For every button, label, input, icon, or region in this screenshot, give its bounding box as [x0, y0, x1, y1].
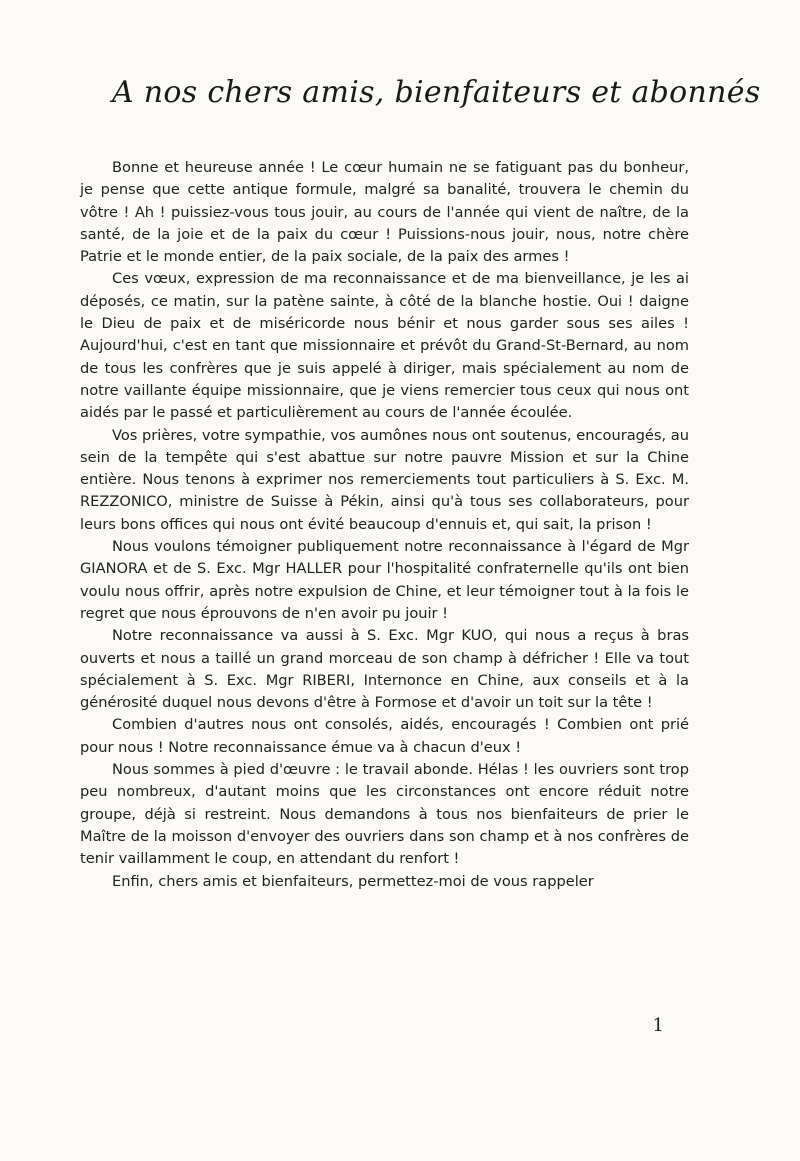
paragraph: Combien d'autres nous ont consolés, aidés, encouragés ! Combien ont prié pour nous ! Notre reconnaissance émue va à chacun d'eux !: [80, 716, 689, 756]
paragraph: Ces vœux, expression de ma reconnaissance et de ma bienveillance, je les ai déposés, ce matin, sur la patène sainte, à côté de la blanche hostie. Oui ! daigne le Dieu de paix et de miséricorde nous bénir et nous garder sous ses ailes ! Aujourd'hui, c'est en tant que missionnaire et prévôt du Grand-St-Bernard, au nom de tous les confrères que je suis appelé à diriger, mais spécialement au nom de notre vaillante équipe missionnaire, que je viens remercier tous ceux qui nous ont aidés par le passé et particulièrement au cours de l'année écoulée.: [80, 270, 689, 422]
paragraph: Notre reconnaissance va aussi à S. Exc. Mgr KUO, qui nous a reçus à bras ouverts et nous a taillé un grand morceau de son champ à défricher ! Elle va tout spécialement à S. Exc. Mgr RIBERI, Internonce en Chine, aux conseils et à la générosité duquel nous devons d'être à Formose et d'avoir un toit sur la tête !: [80, 627, 689, 712]
page-number: 1: [652, 1015, 664, 1036]
paragraph: Bonne et heureuse année ! Le cœur humain ne se fatiguant pas du bonheur, je pense que cette antique formule, malgré sa banalité, trouvera le chemin du vôtre ! Ah ! puissiez-vous tous jouir, au cours de l'année qui vient de naître, de la santé, de la joie et de la paix du cœur ! Puissions-nous jouir, nous, notre chère Patrie et le monde entier, de la paix sociale, de la paix des armes !: [80, 159, 689, 266]
page-title: A nos chers amis, bienfaiteurs et abonnés: [112, 75, 761, 110]
paragraph: Nous voulons témoigner publiquement notre reconnaissance à l'égard de Mgr GIANORA et de S. Exc. Mgr HALLER pour l'hospitalité confraternelle qu'ils ont bien voulu nous offrir, après notre expulsion de Chine, et leur témoigner tout à la fois le regret que nous éprouvons de n'en avoir pu jouir !: [80, 538, 689, 622]
paragraph: Nous sommes à pied d'œuvre : le travail abonde. Hélas ! les ouvriers sont trop peu nombreux, d'autant moins que les circonstances ont encore réduit notre groupe, déjà si restreint. Nous demandons à tous nos bienfaiteurs de prier le Maître de la moisson d'envoyer des ouvriers dans son champ et à nos confrères de tenir vaillamment le coup, en attendant du renfort !: [80, 761, 689, 868]
body-text: [80, 157, 689, 893]
paragraph: Enfin, chers amis et bienfaiteurs, permettez-moi de vous rappeler: [112, 872, 594, 890]
paragraph: Vos prières, votre sympathie, vos aumônes nous ont soutenus, encouragés, au sein de la tempête qui s'est abattue sur notre pauvre Mission et sur la Chine entière. Nous tenons à exprimer nos remerciements tout particuliers à S. Exc. M. REZZONICO, ministre de Suisse à Pékin, ainsi qu'à tous ses collaborateurs, pour leurs bons offices qui nous ont évité beaucoup d'ennuis et, qui sait, la prison !: [80, 426, 689, 533]
